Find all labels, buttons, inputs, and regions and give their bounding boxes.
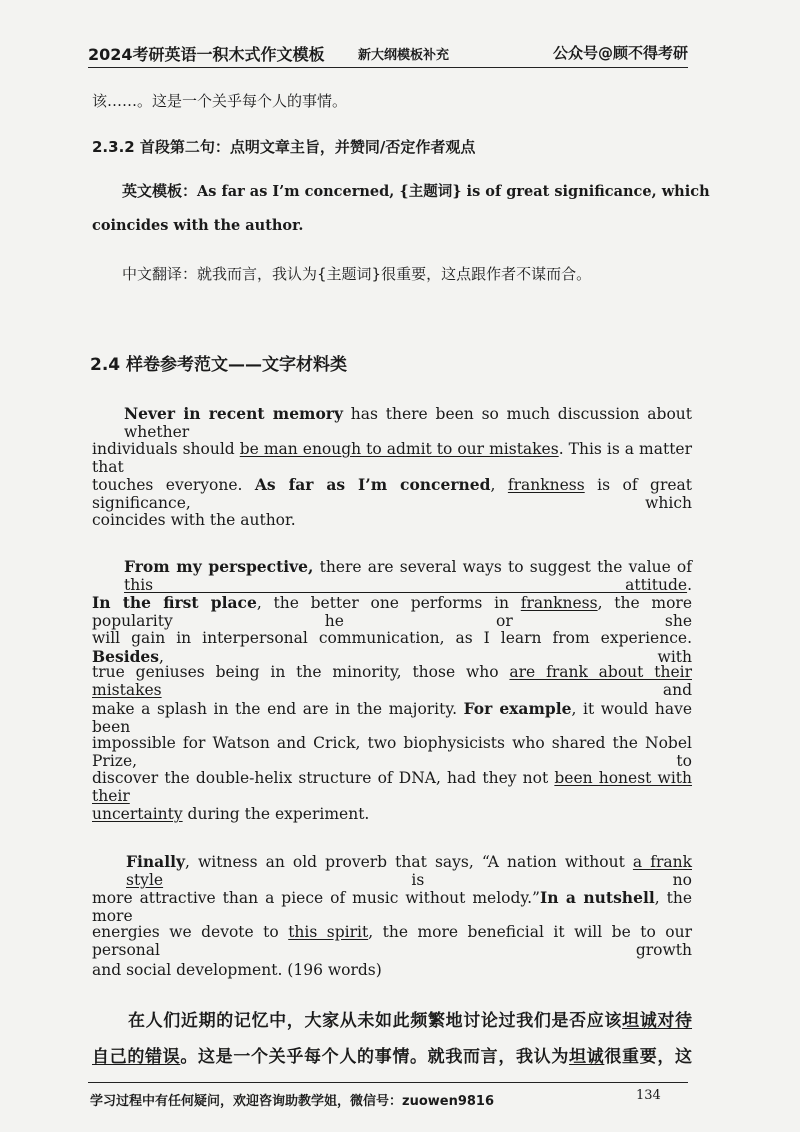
underlined-phrase: be man enough to admit to our mistakes — [239, 440, 559, 458]
underlined-phrase: frankness — [520, 594, 598, 612]
bold-phrase: In a nutshell — [539, 888, 655, 907]
page-number: 134 — [636, 1088, 661, 1103]
header-subtitle: 新大纲模板补充 — [358, 48, 450, 63]
text-run: , the more — [92, 889, 692, 925]
essay-line — [92, 663, 692, 699]
text-run: , with — [159, 648, 692, 666]
text-run: will gain in interpersonal communication, as I learn from experience. — [92, 629, 692, 647]
section-heading-2-4: 2.4 样卷参考范文——文字材料类 — [90, 355, 348, 375]
text-run: touches everyone. — [92, 476, 255, 494]
template-line-2: coincides with the author. — [92, 217, 304, 234]
underlined-phrase: are frank about their mistakes — [92, 663, 692, 699]
underlined-phrase: frankness — [507, 476, 585, 494]
essay-line — [92, 475, 692, 512]
text-run: coincides with the author. — [92, 511, 296, 529]
header-account: 公众号@顾不得考研 — [552, 44, 688, 62]
text-run: . — [687, 576, 692, 594]
essay-line — [92, 769, 692, 805]
translation-line — [128, 1006, 692, 1031]
underlined-phrase: 自己的错误 — [92, 1047, 181, 1067]
essay-line — [126, 852, 692, 889]
text-run: 很重要，这 — [604, 1047, 693, 1067]
text-run: , — [490, 476, 508, 494]
bold-phrase: Finally — [126, 852, 185, 871]
essay-line — [92, 699, 692, 736]
text-run: 在人们近期的记忆中，大家从未如此频繁地讨论过我们是否应该 — [128, 1011, 623, 1031]
header-title: 2024考研英语一积木式作文模板 — [88, 45, 325, 64]
text-run: discover the double-helix structure of DNA, had they not — [92, 769, 555, 787]
bold-phrase: Besides — [92, 647, 160, 666]
bold-phrase: From my perspective, — [124, 557, 314, 576]
bold-phrase: In the first place — [92, 593, 257, 612]
text-run: during the experiment. — [182, 805, 370, 823]
text-run: energies we devote to — [92, 923, 289, 941]
text-run: true geniuses being in the minority, those who — [92, 663, 510, 681]
bold-phrase: As far as I’m concerned — [254, 475, 491, 494]
text-run: make a splash in the end are in the majority. — [92, 700, 464, 718]
text-run: has there been so much discussion about whether — [124, 405, 692, 441]
essay-line — [124, 404, 692, 441]
underlined-phrase: a frank style — [126, 853, 692, 889]
intro-line: 该……。这是一个关乎每个人的事情。 — [92, 92, 348, 110]
text-run: , the better one performs in — [256, 594, 521, 612]
essay-line — [92, 961, 692, 979]
page-header — [88, 36, 688, 66]
text-run: , the more popularity he or she — [92, 594, 692, 630]
bold-phrase: Never in recent memory — [124, 404, 343, 423]
essay-line — [92, 888, 692, 925]
template-text-1: As far as I’m concerned, {主题词} is of great significance, which — [197, 183, 710, 200]
text-run: 。这是一个关乎每个人的事情。就我而言，我认为 — [180, 1047, 570, 1067]
text-run: individuals should — [92, 440, 240, 458]
bold-phrase: For example — [463, 699, 572, 718]
text-run: is no — [163, 871, 692, 889]
text-run: , witness an old proverb that says, “A nation without — [185, 853, 633, 871]
essay-line — [92, 805, 692, 823]
template-line-1 — [122, 180, 710, 201]
underlined-phrase: 坦诚对待 — [622, 1011, 693, 1031]
translation-line — [92, 1042, 692, 1067]
text-run: , the more beneficial it will be to our personal growth — [92, 923, 692, 959]
header-divider — [88, 67, 688, 68]
text-run: . This is a matter that — [92, 440, 693, 476]
text-run: , it would have been — [92, 700, 692, 736]
text-run: impossible for Watson and Crick, two biophysicists who shared the Nobel Prize, to — [92, 734, 692, 770]
essay-line — [92, 923, 692, 959]
text-run: and social development. (196 words) — [92, 961, 382, 979]
text-run: is of great significance, which — [92, 476, 692, 512]
essay-line — [92, 593, 692, 630]
essay-line — [124, 557, 692, 594]
footer-contact: 学习过程中有任何疑问，欢迎咨询助教学姐，微信号：zuowen9816 — [90, 1094, 495, 1109]
footer-divider — [88, 1082, 688, 1083]
essay-line — [92, 440, 692, 476]
underlined-phrase: this spirit — [288, 923, 369, 941]
text-run: there are several ways to suggest the value of — [313, 558, 692, 576]
template-label: 英文模板： — [122, 182, 198, 200]
essay-line — [92, 734, 692, 770]
underlined-phrase: uncertainty — [92, 805, 183, 823]
template-translation: 中文翻译：就我而言，我认为{主题词}很重要，这点跟作者不谋而合。 — [122, 265, 592, 283]
essay-line — [92, 511, 692, 529]
text-run: more attractive than a piece of music without melody.” — [92, 889, 540, 907]
underlined-phrase: been honest with their — [92, 769, 692, 805]
section-heading-2-3-2: 2.3.2 首段第二句：点明文章主旨，并赞同/否定作者观点 — [92, 138, 476, 156]
underlined-phrase: 坦诚 — [569, 1047, 605, 1067]
essay-line — [92, 629, 692, 666]
text-run: and — [161, 681, 692, 699]
underlined-phrase: this attitude — [124, 576, 688, 594]
